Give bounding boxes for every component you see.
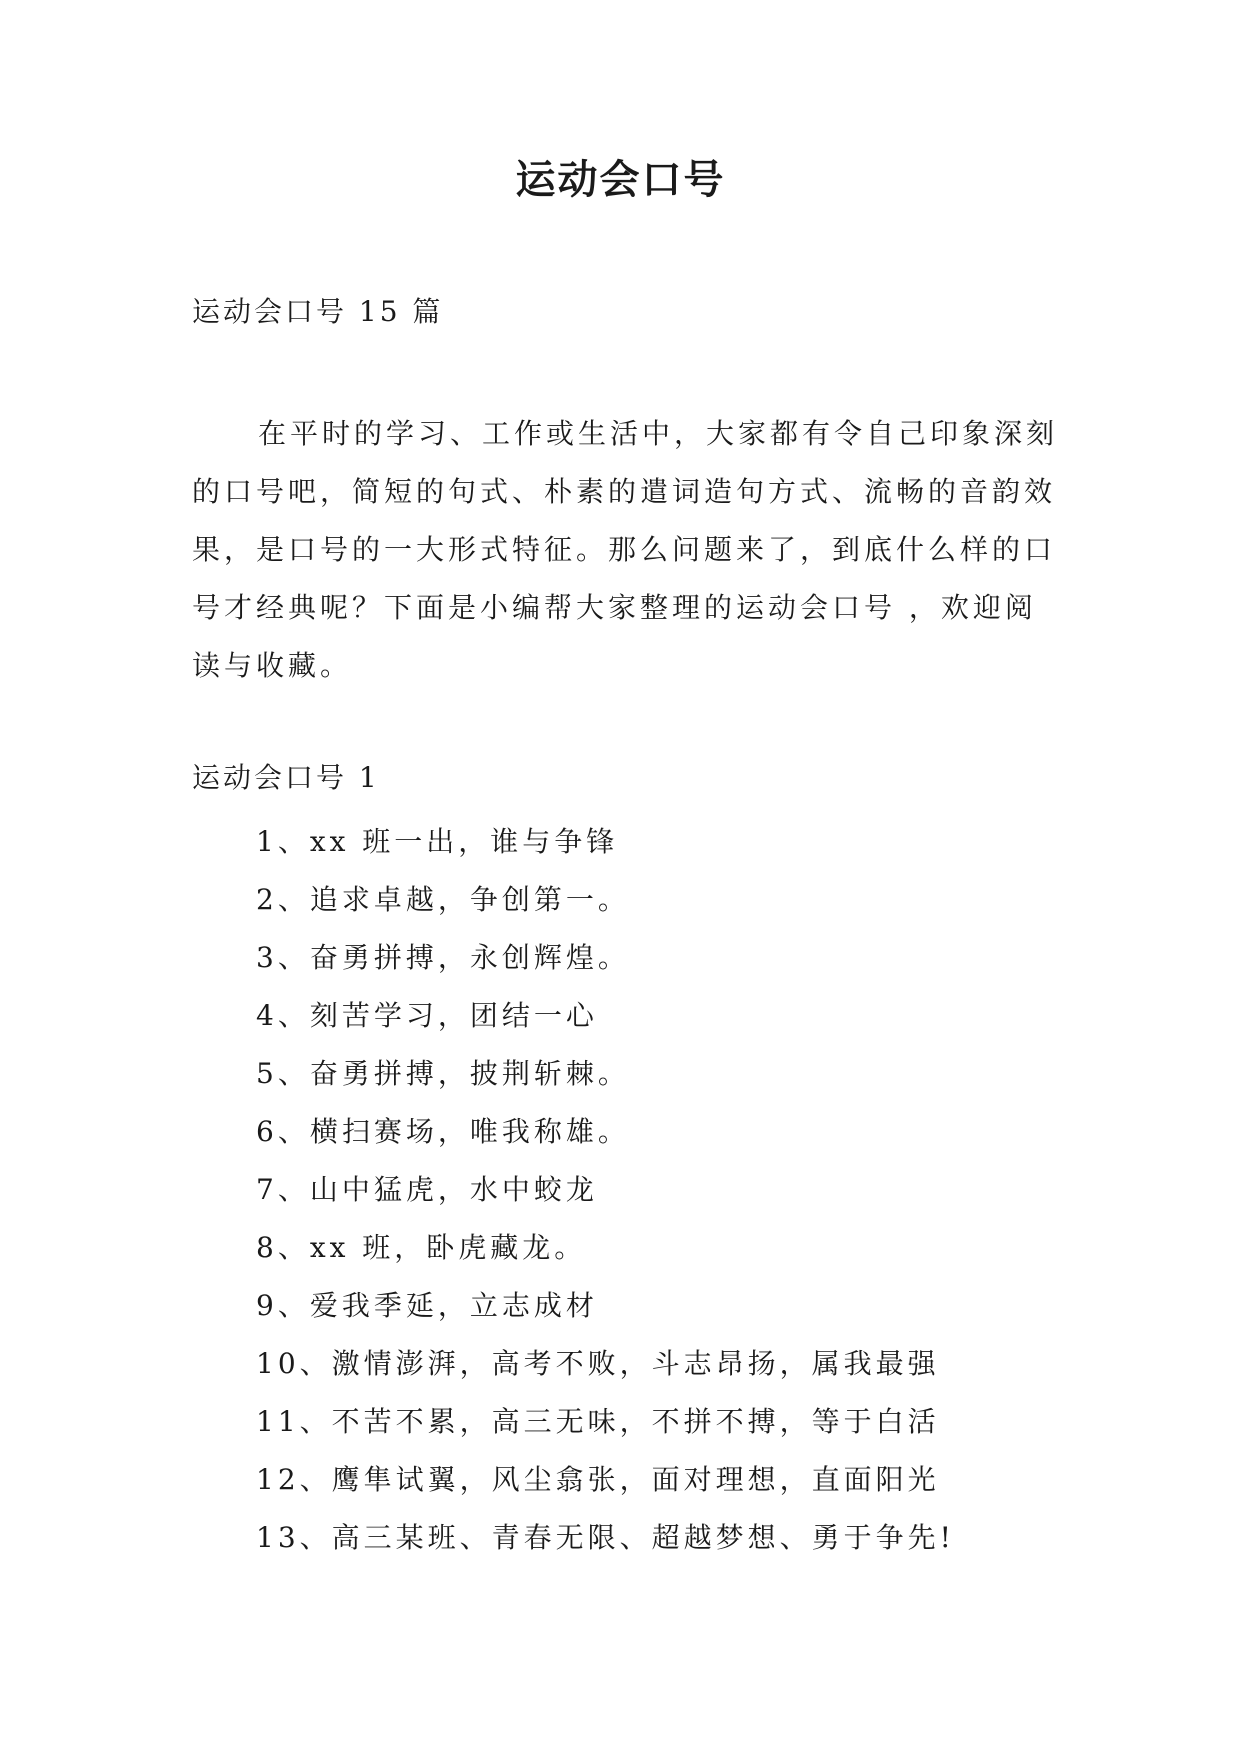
slogan-item: 12、鹰隼试翼，风尘翕张，面对理想，直面阳光 (256, 1463, 940, 1496)
slogan-item: 4、刻苦学习，团结一心 (256, 999, 598, 1032)
slogan-item: 2、追求卓越，争创第一。 (256, 883, 630, 916)
intro-paragraph: 在平时的学习、工作或生活中，大家都有令自己印象深刻的口号吧，简短的句式、朴素的遣词造句方式、流畅的音韵效果，是口号的一大形式特征。那么问题来了，到底什么样的口号才经典呢？下面是小编帮大家整理的运动会口号 ，欢迎阅读与收藏。 (192, 417, 1059, 682)
document-subtitle: 运动会口号 15 篇 (192, 295, 444, 328)
slogan-item: 8、xx 班，卧虎藏龙。 (256, 1231, 587, 1264)
slogan-item: 1、xx 班一出，谁与争锋 (256, 825, 619, 858)
slogan-item: 6、横扫赛场，唯我称雄。 (256, 1115, 630, 1148)
slogan-list (256, 813, 955, 1567)
slogan-item: 3、奋勇拼搏，永创辉煌。 (256, 941, 630, 974)
document-title: 运动会口号 (515, 157, 726, 203)
slogan-item: 13、高三某班、青春无限、超越梦想、勇于争先! (256, 1521, 955, 1554)
slogan-item: 9、爱我季延，立志成材 (256, 1289, 598, 1322)
section-heading: 运动会口号 1 (192, 761, 380, 794)
slogan-item: 11、不苦不累，高三无味，不拼不搏，等于白活 (256, 1405, 940, 1438)
slogan-item: 10、激情澎湃，高考不败，斗志昂扬，属我最强 (256, 1347, 940, 1380)
slogan-item: 5、奋勇拼搏，披荆斩棘。 (256, 1057, 630, 1090)
slogan-item: 7、山中猛虎，水中蛟龙 (256, 1173, 598, 1206)
